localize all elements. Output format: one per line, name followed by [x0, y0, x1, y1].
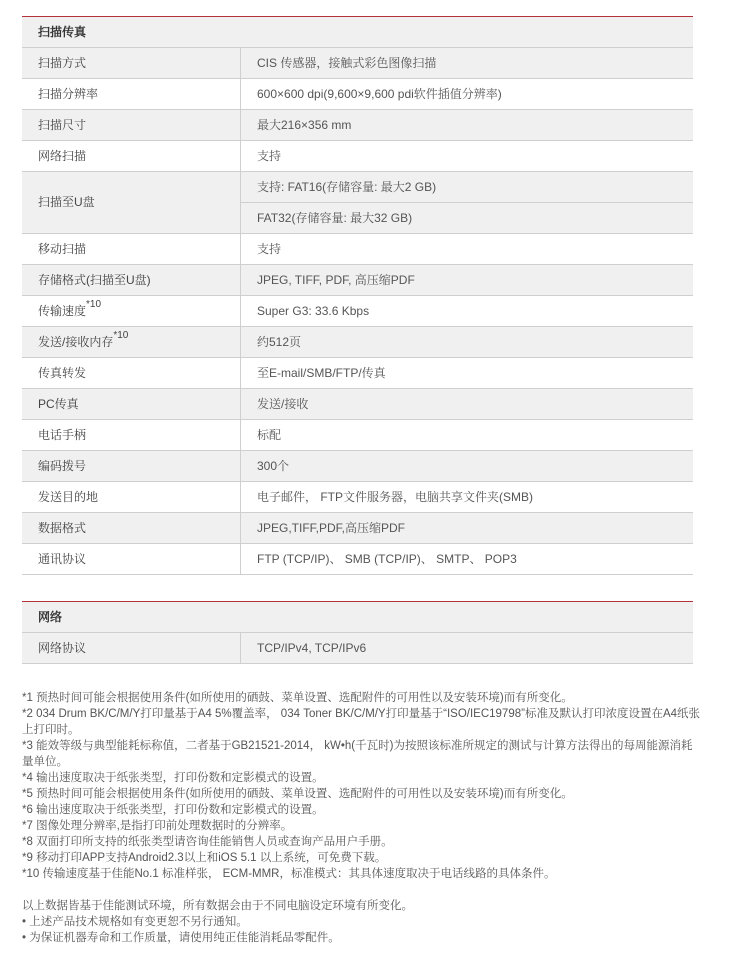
footnote: *4 输出速度取决于纸张类型，打印份数和定影模式的设置。	[22, 772, 324, 784]
spec-row	[22, 265, 693, 296]
spec-label-text: 传输速度	[38, 304, 87, 318]
spec-label: 移动扫描	[22, 234, 241, 264]
spec-row	[22, 420, 693, 451]
spec-value: 支持: FAT16(存储容量: 最大2 GB)	[241, 172, 693, 203]
spec-value: 支持	[257, 242, 282, 256]
spec-value: FAT32(存储容量: 最大32 GB)	[257, 211, 413, 225]
spec-value: JPEG,TIFF,PDF,高压缩PDF	[257, 521, 406, 535]
disclaimer: • 上述产品技术规格如有变更恕不另行通知。	[22, 916, 248, 928]
footnote: *10 传输速度基于佳能No.1 标准样张， ECM-MMR，标准模式：其具体速度取决于电话线路的具体条件。	[22, 868, 556, 880]
footnote: *2 034 Drum BK/C/M/Y打印量基于A4 5%覆盖率， 034 Toner BK/C/M/Y打印量基于“ISO/IEC19798”标准及默认打印浓度设置在A4纸张上打印时。	[22, 708, 701, 736]
spec-row	[22, 389, 693, 420]
spec-value: 至E-mail/SMB/FTP/传真	[257, 366, 386, 380]
spec-row	[22, 482, 693, 513]
footnote: *6 输出速度取决于纸张类型，打印份数和定影模式的设置。	[22, 804, 324, 816]
spec-label: 扫描至U盘	[22, 172, 241, 233]
spec-label: 扫描方式	[22, 48, 241, 78]
spec-label: 电话手柄	[22, 420, 241, 450]
spec-label: 数据格式	[22, 513, 241, 543]
spec-row	[22, 172, 693, 234]
spec-row	[22, 513, 693, 544]
spec-value: CIS 传感器，接触式彩色图像扫描	[257, 56, 437, 70]
footnote: *8 双面打印所支持的纸张类型请咨询佳能销售人员或查询产品用户手册。	[22, 836, 393, 848]
spec-row	[22, 141, 693, 172]
spec-label: 扫描分辨率	[22, 79, 241, 109]
spec-value: 电子邮件， FTP文件服务器，电脑共享文件夹(SMB)	[257, 490, 533, 504]
spec-label: 传真转发	[22, 358, 241, 388]
spacer	[22, 882, 702, 898]
spec-label: 扫描尺寸	[22, 110, 241, 140]
spec-row	[22, 234, 693, 265]
spec-label: 存储格式(扫描至U盘)	[22, 265, 241, 295]
spec-row	[22, 358, 693, 389]
spec-value: 发送/接收	[257, 397, 309, 411]
footnote: *7 图像处理分辨率,是指打印前处理数据时的分辨率。	[22, 820, 293, 832]
spec-label: 编码拨号	[22, 451, 241, 481]
section-title-network: 网络	[22, 601, 693, 633]
spec-value: 约512页	[257, 335, 302, 349]
spec-label	[22, 327, 241, 357]
spec-label-text: 发送/接收内存	[38, 335, 114, 349]
spec-row	[22, 451, 693, 482]
footnote: *3 能效等级与典型能耗标称值，二者基于GB21521-2014， kW•h(千瓦时)为按照该标准所规定的测试与计算方法得出的每周能源消耗量单位。	[22, 740, 693, 768]
spec-value: 标配	[257, 428, 282, 442]
spec-value: FTP (TCP/IP)、 SMB (TCP/IP)、 SMTP、 POP3	[257, 552, 517, 566]
spec-row	[22, 79, 693, 110]
spec-value: 支持	[257, 149, 282, 163]
spec-label: 网络扫描	[22, 141, 241, 171]
spec-label	[22, 296, 241, 326]
spec-label: 通讯协议	[22, 544, 241, 574]
network-spec-table	[22, 601, 693, 664]
spec-value-group	[241, 172, 693, 233]
spec-row	[22, 296, 693, 327]
spec-value: JPEG, TIFF, PDF, 高压缩PDF	[257, 273, 415, 287]
spec-label: 网络协议	[22, 633, 241, 663]
spec-row	[22, 327, 693, 358]
spec-label: PC传真	[22, 389, 241, 419]
scan-fax-spec-table	[22, 16, 693, 575]
footnote-ref: *10	[86, 299, 102, 310]
spec-value: Super G3: 33.6 Kbps	[257, 304, 370, 318]
footnote: *9 移动打印APP支持Android2.3以上和iOS 5.1 以上系统，可免费下载。	[22, 852, 387, 864]
spec-value: 最大216×356 mm	[257, 118, 352, 132]
footnote: *5 预热时间可能会根据使用条件(如所使用的硒鼓、菜单设置、选配附件的可用性以及安装环境)而有所变化。	[22, 788, 573, 800]
spec-row	[22, 633, 693, 664]
spec-value: 300个	[257, 459, 290, 473]
spec-value: TCP/IPv4, TCP/IPv6	[257, 641, 367, 655]
spec-label: 发送目的地	[22, 482, 241, 512]
spec-row	[22, 110, 693, 141]
spec-row	[22, 544, 693, 575]
disclaimer: • 为保证机器寿命和工作质量，请使用纯正佳能消耗品零配件。	[22, 932, 340, 944]
spec-value: 600×600 dpi(9,600×9,600 pdi软件插值分辨率)	[257, 87, 502, 101]
footnotes	[22, 690, 702, 946]
disclaimer: 以上数据皆基于佳能测试环境，所有数据会由于不同电脑设定环境有所变化。	[22, 900, 413, 912]
footnote: *1 预热时间可能会根据使用条件(如所使用的硒鼓、菜单设置、选配附件的可用性以及安装环境)而有所变化。	[22, 692, 573, 704]
spec-row	[22, 48, 693, 79]
section-title-scan-fax: 扫描传真	[22, 16, 693, 48]
footnote-ref: *10	[113, 330, 129, 341]
